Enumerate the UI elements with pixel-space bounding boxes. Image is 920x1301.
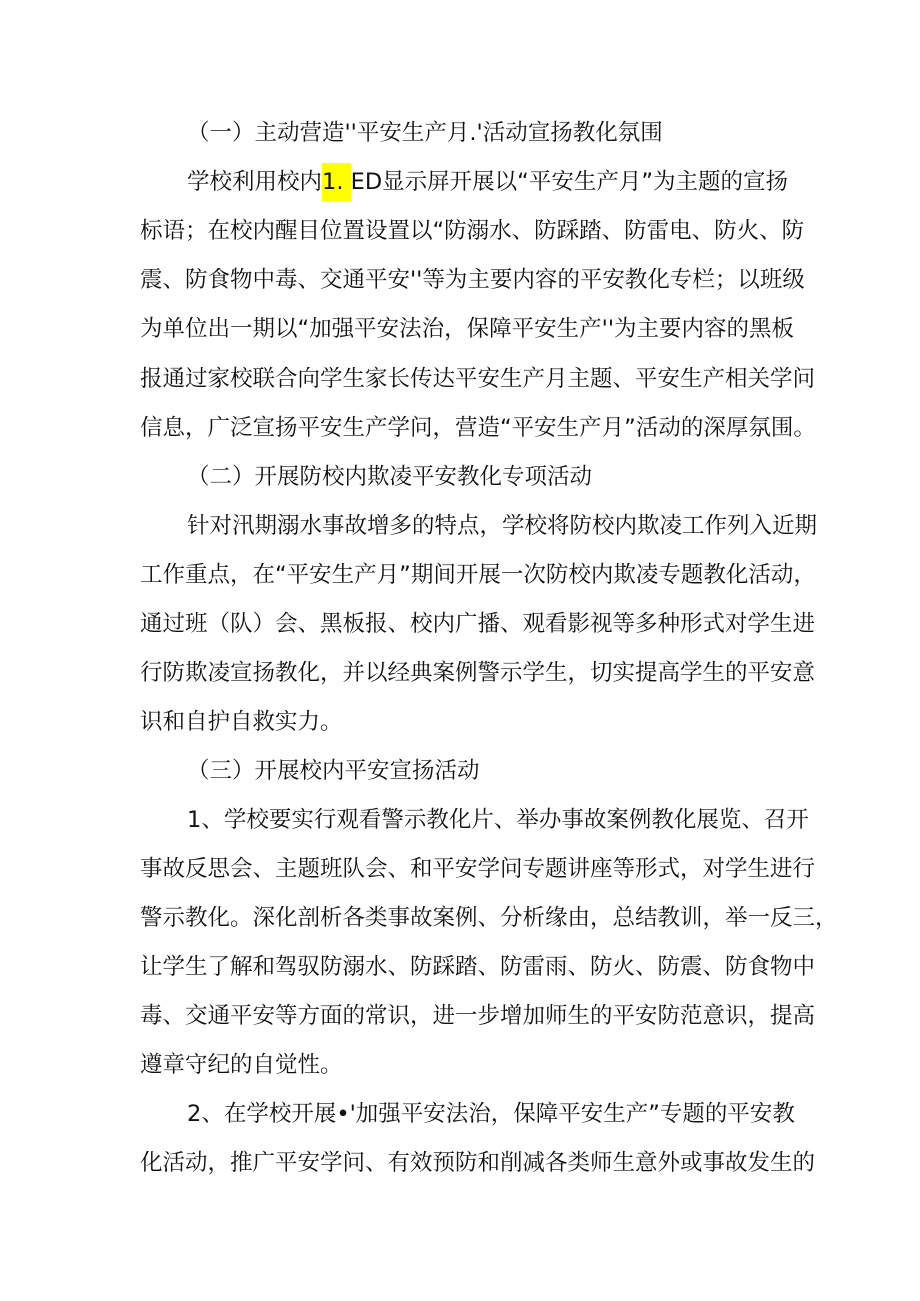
paragraph-line: 行防欺凌宣扬教化，并以经典案例警示学生，切实提高学生的平安意 <box>140 660 816 686</box>
paragraph-line: 震、防食物中毒、交通平安''等为主要内容的平安教化专栏；以班级 <box>140 267 805 293</box>
paragraph-line: 通过班（队）会、黑板报、校内广播、观看影视等多种形式对学生进 <box>140 611 816 637</box>
paragraph-line: 让学生了解和驾驭防溺水、防踩踏、防雷雨、防火、防震、防食物中 <box>140 954 816 980</box>
paragraph-text: 学校利用校内 <box>187 169 323 195</box>
paragraph-line: 2、在学校开展•'加强平安法治，保障平安生产”专题的平安教 <box>187 1101 795 1127</box>
paragraph-line: 警示教化。深化剖析各类事故案例、分析缘由，总结教训，举一反三， <box>140 905 838 931</box>
section-heading-1: （一）主动营造''平安生产月.'活动宣扬教化氛围 <box>187 120 663 146</box>
paragraph-line: 针对汛期溺水事故增多的特点，学校将防校内欺凌工作列入近期 <box>187 513 818 539</box>
paragraph-text: ED显示屏开展以“平安生产月”为主题的宣扬 <box>350 169 788 195</box>
paragraph-line: 1、学校要实行观看警示教化片、举办事故案例教化展览、召开 <box>187 807 809 833</box>
paragraph-line: 工作重点，在“平安生产月”期间开展一次防校内欺凌专题教化活动， <box>140 562 816 588</box>
section-heading-2: （二）开展防校内欺凌平安教化专项活动 <box>187 464 593 490</box>
section-heading-3: （三）开展校内平安宣扬活动 <box>187 758 480 784</box>
paragraph-line: 化活动，推广平安学问、有效预防和削减各类师生意外或事故发生的 <box>140 1150 816 1176</box>
paragraph-line: 事故反思会、主题班队会、和平安学问专题讲座等形式，对学生进行 <box>140 856 816 882</box>
paragraph-line: 报通过家校联合向学生家长传达平安生产月主题、平安生产相关学问 <box>140 366 816 392</box>
paragraph-line: 标语；在校内醒目位置设置以“防溺水、防踩踏、防雷电、防火、防 <box>140 218 805 244</box>
paragraph-line <box>187 167 788 197</box>
highlighted-text: 1. <box>322 163 351 201</box>
paragraph-line: 为单位出一期以“加强平安法治，保障平安生产''为主要内容的黑板 <box>140 316 795 342</box>
paragraph-line: 毒、交通平安等方面的常识，进一步增加师生的平安防范意识，提高 <box>140 1003 816 1029</box>
paragraph-line: 识和自护自救实力。 <box>140 709 343 735</box>
paragraph-line: 信息，广泛宣扬平安生产学问，营造“平安生产月”活动的深厚氛围。 <box>140 415 816 441</box>
paragraph-line: 遵章守纪的自觉性。 <box>140 1052 343 1078</box>
